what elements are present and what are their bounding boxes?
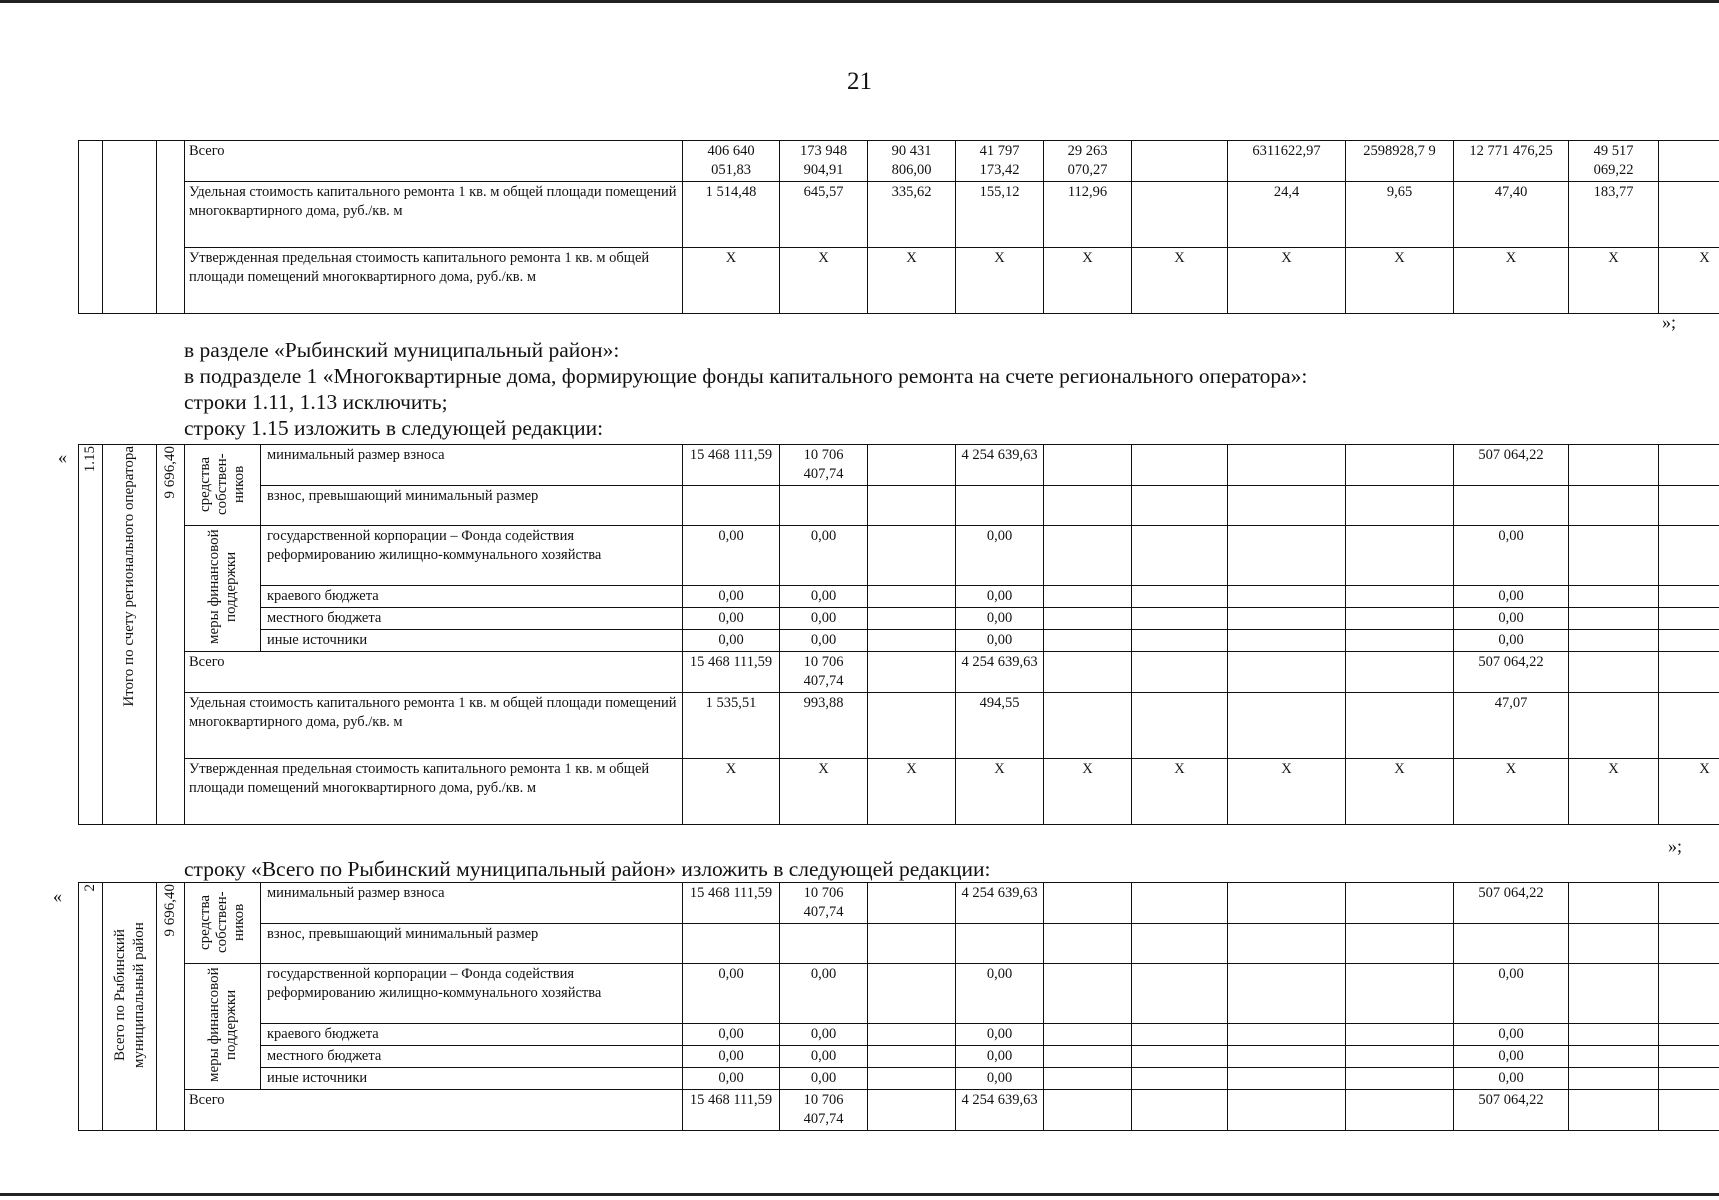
x-mark-cell: X (1454, 248, 1569, 314)
value-cell (1659, 1046, 1719, 1068)
value-cell (1569, 883, 1659, 924)
value-cell: 41 797 173,42 (956, 141, 1044, 182)
value-cell: 15 468 111,59 (683, 883, 780, 924)
scan-edge-top (0, 0, 1719, 3)
value-cell (1659, 445, 1719, 486)
value-cell (868, 964, 956, 1024)
value-cell (1659, 924, 1719, 964)
paragraph-total-row: строку «Всего по Рыбинский муниципальный район» изложить в следующей редакции: (184, 857, 991, 881)
value-cell (1044, 630, 1132, 652)
value-cell: 0,00 (1454, 586, 1569, 608)
value-cell: 507 064,22 (1454, 1090, 1569, 1131)
table-total-district (78, 882, 1719, 1131)
value-cell: 15 468 111,59 (683, 652, 780, 693)
value-cell (868, 1090, 956, 1131)
table-row (79, 759, 1719, 825)
value-cell (1132, 1068, 1228, 1090)
value-cell (1044, 1046, 1132, 1068)
value-cell: 49 517 069,22 (1569, 141, 1659, 182)
x-mark-cell: X (1044, 248, 1132, 314)
value-cell (868, 486, 956, 526)
value-cell: 0,00 (780, 526, 868, 586)
value-cell (1228, 964, 1346, 1024)
group-owners-funds (185, 445, 261, 526)
value-cell (1228, 924, 1346, 964)
row-name (103, 883, 157, 1131)
value-cell (1569, 693, 1659, 759)
value-cell (1228, 1024, 1346, 1046)
value-cell (1659, 608, 1719, 630)
row-label: иные источники (261, 1068, 683, 1090)
value-cell (780, 924, 868, 964)
table-row (79, 1046, 1719, 1068)
value-cell: 15 468 111,59 (683, 445, 780, 486)
table-row (79, 693, 1719, 759)
value-cell (780, 486, 868, 526)
x-mark-cell: X (1346, 759, 1454, 825)
group-owners-funds-text: средства собствен-ников (197, 891, 247, 953)
x-mark-cell: X (1569, 248, 1659, 314)
value-cell (868, 586, 956, 608)
table-row (79, 630, 1719, 652)
value-cell (868, 608, 956, 630)
row-label: Удельная стоимость капитального ремонта 1 кв. м общей площади помещений многоквартирного дома, руб./кв. м (185, 182, 683, 248)
value-cell (1346, 1046, 1454, 1068)
value-cell (1132, 608, 1228, 630)
row-label: взнос, превышающий минимальный размер (261, 486, 683, 526)
value-cell: 0,00 (780, 586, 868, 608)
value-cell: 47,07 (1454, 693, 1569, 759)
value-cell: 507 064,22 (1454, 445, 1569, 486)
value-cell: 4 254 639,63 (956, 652, 1044, 693)
group-financial-support-text: меры финансовой поддержки (205, 967, 239, 1083)
x-mark-cell: X (1132, 248, 1228, 314)
value-cell (868, 630, 956, 652)
value-cell: 507 064,22 (1454, 883, 1569, 924)
value-cell: 0,00 (956, 1046, 1044, 1068)
value-cell: 10 706 407,74 (780, 1090, 868, 1131)
value-cell (1044, 445, 1132, 486)
row-number (79, 445, 103, 825)
value-cell: 645,57 (780, 182, 868, 248)
value-cell (1132, 630, 1228, 652)
row-label: государственной корпорации – Фонда содействия реформированию жилищно-коммунального хозяйства (261, 526, 683, 586)
value-cell (1569, 964, 1659, 1024)
row-label: минимальный размер взноса (261, 445, 683, 486)
value-cell (1044, 608, 1132, 630)
value-cell (1228, 608, 1346, 630)
row-name-text: Всего по Рыбинский муниципальный район (111, 922, 147, 1068)
value-cell (1132, 1046, 1228, 1068)
value-cell (1569, 526, 1659, 586)
value-cell (1454, 924, 1569, 964)
value-cell: 0,00 (780, 1046, 868, 1068)
value-cell: 1 535,51 (683, 693, 780, 759)
value-cell: 0,00 (683, 586, 780, 608)
x-mark-cell: X (1454, 759, 1569, 825)
value-cell: 0,00 (956, 630, 1044, 652)
value-cell (1228, 486, 1346, 526)
value-cell (1132, 586, 1228, 608)
value-cell: 4 254 639,63 (956, 445, 1044, 486)
table-row (79, 526, 1719, 586)
value-cell (1132, 1024, 1228, 1046)
total-area (157, 445, 185, 825)
value-cell (1132, 141, 1228, 182)
value-cell: 0,00 (780, 1024, 868, 1046)
row-number-text: 2 (82, 884, 98, 892)
value-cell (1346, 652, 1454, 693)
value-cell (1346, 608, 1454, 630)
blank-cell (103, 141, 157, 314)
value-cell (1044, 924, 1132, 964)
value-cell: 0,00 (1454, 1024, 1569, 1046)
value-cell (1659, 586, 1719, 608)
x-mark-cell: X (868, 248, 956, 314)
value-cell: 0,00 (1454, 1068, 1569, 1090)
value-cell (1346, 693, 1454, 759)
value-cell: 90 431 806,00 (868, 141, 956, 182)
value-cell: 173 948 904,91 (780, 141, 868, 182)
value-cell (1659, 964, 1719, 1024)
value-cell (1228, 652, 1346, 693)
value-cell (1044, 964, 1132, 1024)
value-cell (1044, 883, 1132, 924)
value-cell: 0,00 (1454, 1046, 1569, 1068)
value-cell (868, 1068, 956, 1090)
value-cell (1228, 630, 1346, 652)
value-cell (1569, 1046, 1659, 1068)
value-cell: 10 706 407,74 (780, 883, 868, 924)
x-mark-cell: X (780, 248, 868, 314)
value-cell (1569, 445, 1659, 486)
table-row (79, 1090, 1719, 1131)
value-cell (1346, 1090, 1454, 1131)
x-mark-cell: X (683, 759, 780, 825)
value-cell (868, 445, 956, 486)
table-row (79, 486, 1719, 526)
x-mark-cell: X (1228, 248, 1346, 314)
table-row (79, 883, 1719, 924)
blank-cell (157, 141, 185, 314)
paragraph-exclude-rows: строки 1.11, 1.13 исключить; (184, 390, 448, 414)
value-cell (1228, 526, 1346, 586)
value-cell: 0,00 (1454, 608, 1569, 630)
row-label: государственной корпорации – Фонда содействия реформированию жилищно-коммунального хозяйства (261, 964, 683, 1024)
value-cell (1044, 486, 1132, 526)
value-cell: 0,00 (683, 1068, 780, 1090)
value-cell (1569, 630, 1659, 652)
value-cell (1659, 141, 1719, 182)
value-cell (1569, 1024, 1659, 1046)
value-cell (1228, 1068, 1346, 1090)
value-cell: 15 468 111,59 (683, 1090, 780, 1131)
value-cell: 4 254 639,63 (956, 883, 1044, 924)
table-row (79, 1068, 1719, 1090)
value-cell: 112,96 (1044, 182, 1132, 248)
value-cell (1659, 693, 1719, 759)
x-mark-cell: X (1228, 759, 1346, 825)
paragraph-row-115: строку 1.15 изложить в следующей редакции: (184, 416, 604, 440)
value-cell (1569, 586, 1659, 608)
value-cell (1659, 1090, 1719, 1131)
value-cell (1346, 630, 1454, 652)
value-cell: 494,55 (956, 693, 1044, 759)
page-number: 21 (847, 68, 872, 95)
x-mark-cell: X (1346, 248, 1454, 314)
value-cell (1044, 586, 1132, 608)
x-mark-cell: X (683, 248, 780, 314)
value-cell (1132, 182, 1228, 248)
x-mark-cell: X (1044, 759, 1132, 825)
row-label: Всего (185, 652, 683, 693)
row-label: местного бюджета (261, 1046, 683, 1068)
group-owners-funds (185, 883, 261, 964)
value-cell: 335,62 (868, 182, 956, 248)
paragraph-section: в разделе «Рыбинский муниципальный район»: (184, 338, 620, 362)
table-row (79, 182, 1719, 248)
row-label: Всего (185, 141, 683, 182)
paragraph-subsection: в подразделе 1 «Многоквартирные дома, формирующие фонды капитального ремонта на счете регионального оператора»: (184, 364, 1308, 388)
value-cell (1659, 630, 1719, 652)
table-row (79, 248, 1719, 314)
row-label: Удельная стоимость капитального ремонта 1 кв. м общей площади помещений многоквартирного дома, руб./кв. м (185, 693, 683, 759)
value-cell: 9,65 (1346, 182, 1454, 248)
x-mark-cell: X (1569, 759, 1659, 825)
open-quote-1: « (58, 447, 67, 467)
value-cell (1044, 526, 1132, 586)
value-cell: 6311622,97 (1228, 141, 1346, 182)
value-cell: 993,88 (780, 693, 868, 759)
value-cell: 47,40 (1454, 182, 1569, 248)
open-quote-2: « (53, 886, 62, 906)
value-cell: 0,00 (683, 964, 780, 1024)
value-cell (1132, 883, 1228, 924)
value-cell (868, 924, 956, 964)
total-area-text: 9 696,40 (162, 884, 178, 937)
table-row (79, 586, 1719, 608)
row-number-text: 1.15 (82, 446, 98, 473)
value-cell: 0,00 (683, 630, 780, 652)
value-cell: 0,00 (683, 526, 780, 586)
table-row (79, 964, 1719, 1024)
value-cell (1346, 964, 1454, 1024)
table-row-115 (78, 444, 1719, 825)
close-quote-1: »; (1662, 312, 1677, 332)
value-cell: 0,00 (1454, 526, 1569, 586)
value-cell: 183,77 (1569, 182, 1659, 248)
value-cell (1346, 1068, 1454, 1090)
value-cell (1346, 924, 1454, 964)
value-cell (1659, 1024, 1719, 1046)
value-cell: 0,00 (780, 608, 868, 630)
value-cell (868, 652, 956, 693)
x-mark-cell: X (956, 759, 1044, 825)
value-cell: 24,4 (1228, 182, 1346, 248)
value-cell: 0,00 (780, 964, 868, 1024)
value-cell: 507 064,22 (1454, 652, 1569, 693)
value-cell (956, 486, 1044, 526)
value-cell (1132, 526, 1228, 586)
value-cell: 0,00 (956, 526, 1044, 586)
value-cell: 10 706 407,74 (780, 652, 868, 693)
value-cell (1228, 693, 1346, 759)
value-cell (868, 1024, 956, 1046)
value-cell (1346, 883, 1454, 924)
value-cell: 0,00 (780, 630, 868, 652)
value-cell (1132, 445, 1228, 486)
value-cell (1132, 486, 1228, 526)
row-label: иные источники (261, 630, 683, 652)
value-cell (1659, 182, 1719, 248)
total-area (157, 883, 185, 1131)
table-row (79, 924, 1719, 964)
value-cell (868, 1046, 956, 1068)
value-cell: 0,00 (683, 608, 780, 630)
value-cell (1132, 924, 1228, 964)
value-cell (1569, 1068, 1659, 1090)
group-financial-support-text: меры финансовой поддержки (205, 529, 239, 645)
value-cell: 0,00 (683, 1046, 780, 1068)
value-cell (1044, 1068, 1132, 1090)
blank-cell (79, 141, 103, 314)
value-cell (1346, 526, 1454, 586)
value-cell (1659, 652, 1719, 693)
value-cell: 12 771 476,25 (1454, 141, 1569, 182)
value-cell (868, 693, 956, 759)
value-cell: 0,00 (956, 964, 1044, 1024)
table-totals-previous (78, 140, 1719, 314)
value-cell (1044, 1024, 1132, 1046)
value-cell (1132, 652, 1228, 693)
value-cell (1454, 486, 1569, 526)
value-cell (1228, 883, 1346, 924)
row-label: местного бюджета (261, 608, 683, 630)
value-cell (1044, 693, 1132, 759)
value-cell (1659, 1068, 1719, 1090)
value-cell: 10 706 407,74 (780, 445, 868, 486)
value-cell (956, 924, 1044, 964)
value-cell (1132, 693, 1228, 759)
x-mark-cell: X (780, 759, 868, 825)
close-quote-2: »; (1668, 836, 1683, 856)
value-cell: 406 640 051,83 (683, 141, 780, 182)
value-cell: 1 514,48 (683, 182, 780, 248)
value-cell (1346, 586, 1454, 608)
value-cell (683, 486, 780, 526)
value-cell (1346, 1024, 1454, 1046)
row-label: краевого бюджета (261, 586, 683, 608)
value-cell (868, 526, 956, 586)
value-cell (1569, 652, 1659, 693)
table-row (79, 445, 1719, 486)
value-cell (1228, 1090, 1346, 1131)
total-area-text: 9 696,40 (162, 446, 178, 499)
x-mark-cell: X (1659, 248, 1719, 314)
group-owners-funds-text: средства собствен-ников (197, 453, 247, 515)
value-cell (1132, 1090, 1228, 1131)
value-cell (868, 883, 956, 924)
row-name (103, 445, 157, 825)
row-label: Утвержденная предельная стоимость капитального ремонта 1 кв. м общей площади помещений многоквартирного дома, руб./кв. м (185, 248, 683, 314)
value-cell: 0,00 (956, 1068, 1044, 1090)
value-cell: 0,00 (780, 1068, 868, 1090)
x-mark-cell: X (956, 248, 1044, 314)
scan-edge-bottom (0, 1193, 1719, 1196)
value-cell: 155,12 (956, 182, 1044, 248)
table-row (79, 1024, 1719, 1046)
row-number (79, 883, 103, 1131)
value-cell (1659, 883, 1719, 924)
table-row (79, 652, 1719, 693)
value-cell (1659, 526, 1719, 586)
row-label: Всего (185, 1090, 683, 1131)
value-cell (1044, 1090, 1132, 1131)
value-cell (1228, 586, 1346, 608)
table-row (79, 608, 1719, 630)
value-cell: 2598928,7 9 (1346, 141, 1454, 182)
value-cell (1569, 1090, 1659, 1131)
value-cell (1228, 1046, 1346, 1068)
row-label: взнос, превышающий минимальный размер (261, 924, 683, 964)
value-cell (1346, 445, 1454, 486)
row-label: краевого бюджета (261, 1024, 683, 1046)
value-cell: 29 263 070,27 (1044, 141, 1132, 182)
value-cell: 0,00 (956, 1024, 1044, 1046)
row-name-text: Итого по счету регионального оператора (121, 446, 137, 707)
value-cell: 0,00 (1454, 964, 1569, 1024)
x-mark-cell: X (1132, 759, 1228, 825)
value-cell (1569, 924, 1659, 964)
value-cell (1569, 486, 1659, 526)
value-cell: 4 254 639,63 (956, 1090, 1044, 1131)
row-label: Утвержденная предельная стоимость капитального ремонта 1 кв. м общей площади помещений многоквартирного дома, руб./кв. м (185, 759, 683, 825)
value-cell (1132, 964, 1228, 1024)
table-row (79, 141, 1719, 182)
value-cell: 0,00 (956, 586, 1044, 608)
value-cell: 0,00 (683, 1024, 780, 1046)
value-cell (1228, 445, 1346, 486)
value-cell (1346, 486, 1454, 526)
value-cell (683, 924, 780, 964)
group-financial-support (185, 526, 261, 652)
row-label: минимальный размер взноса (261, 883, 683, 924)
value-cell: 0,00 (956, 608, 1044, 630)
value-cell (1659, 486, 1719, 526)
value-cell (1569, 608, 1659, 630)
x-mark-cell: X (868, 759, 956, 825)
value-cell (1044, 652, 1132, 693)
group-financial-support (185, 964, 261, 1090)
x-mark-cell: X (1659, 759, 1719, 825)
value-cell: 0,00 (1454, 630, 1569, 652)
